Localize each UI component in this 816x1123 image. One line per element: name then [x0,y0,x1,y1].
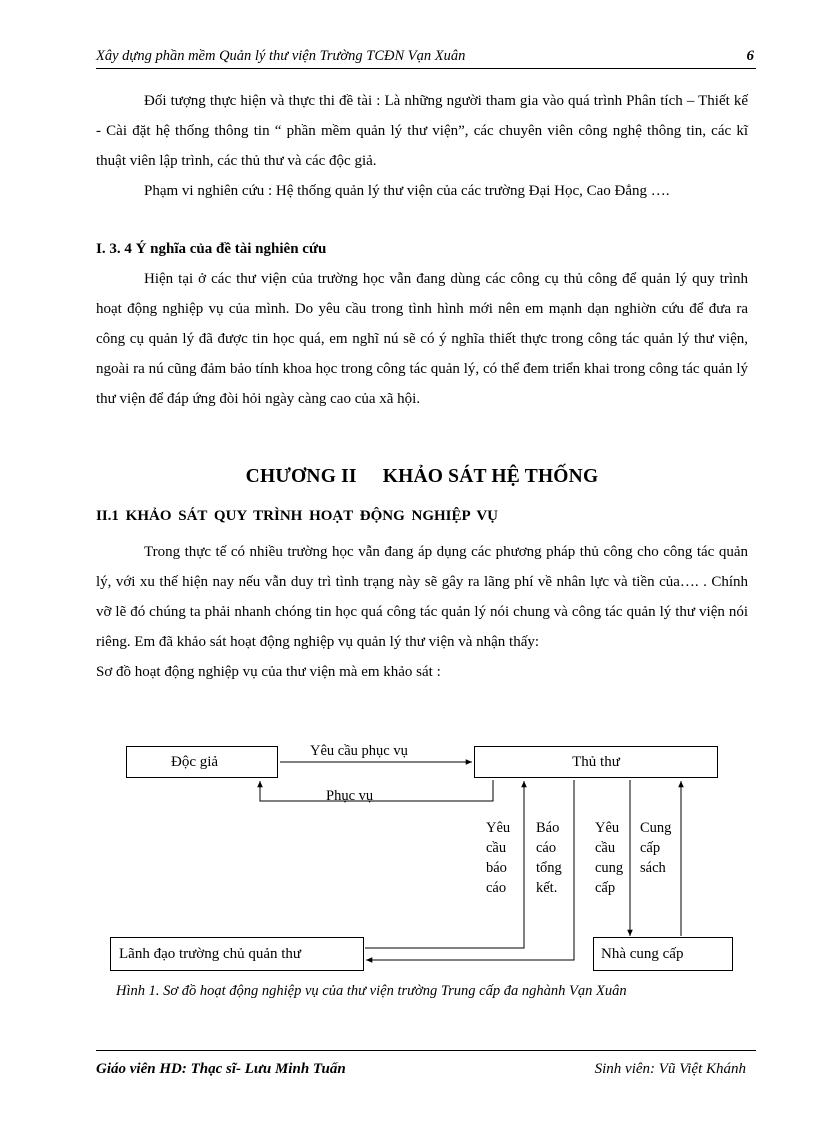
section-significance [96,234,748,414]
supplier-box [593,937,733,971]
page-number: 6 [746,48,754,64]
section-heading-survey: II.1 KHẢO SÁT QUY TRÌNH HOẠT ĐỘNG NGHIỆP VỤ [96,508,498,524]
survey-section [96,537,748,687]
section-heading-significance: I. 3. 4 Ý nghĩa của đề tài nghiên cứu [96,241,327,257]
intro-paragraph-2: Phạm vi nghiên cứu : Hệ thống quản lý thư viện của các trường Đại Học, Cao Đẳng …. [144,183,670,199]
reader-box [126,746,278,778]
librarian-label: Thủ thư [572,753,620,770]
librarian-box [474,746,718,778]
page-footer [96,1050,756,1077]
intro-section [96,86,748,206]
chapter-title [96,466,748,488]
footer-student: Sinh viên: Vũ Việt Khánh [594,1061,746,1077]
label-serve: Phục vụ [326,788,374,804]
chapter-name: KHẢO SÁT HỆ THỐNG [382,466,599,487]
arrow-serve [260,780,493,801]
intro-paragraph-1: Đối tượng thực hiện và thực thi đề tài : Là những người tham gia vào quá trình Phân tích – Thiết kế - Cài đặt hệ thống thông tin “ phần mềm quản lý thư viện”, các chuyên viên công nghệ thông tin, các kĩ thuật viên lập trình, các thủ thư và các độc giả. [96,93,748,169]
label-supply-books: Cung cấp sách [640,820,672,876]
chapter-number: CHƯƠNG II [245,466,357,487]
supplier-label: Nhà cung cấp [601,945,684,962]
label-summary-report: Báo cáo tổng kết. [536,820,562,896]
reader-label: Độc giả [171,753,219,770]
page-header [96,48,756,69]
diagram-intro: Sơ đồ hoạt động nghiệp vụ của thư viện mà em khảo sát : [96,664,441,680]
significance-paragraph: Hiện tại ở các thư viện của trường học vẫn đang dùng các công cụ thủ công để quản lý quy trình hoạt động nghiệp vụ của mình. Do yêu cầu trong tình hình mới nên em mạnh dạn nghiờn cứu để đưa ra công cụ quản lý đã được tin học quá, em nghĩ nú sẽ có ý nghĩa thiết thực trong công tác quản lý thư viện, ngoài ra nú cũng đảm bảo tính khoa học trong công tác quản lý, có thể đem triển khai trong công tác quản lý thư viện để đáp ứng đòi hỏi ngày càng cao của xã hội. [96,271,748,407]
figure-caption: Hình 1. Sơ đồ hoạt động nghiệp vụ của thư viện trường Trung cấp đa nghành Vạn Xuân [116,983,627,999]
label-request-supply: Yêu cầu cung cấp [595,820,624,896]
document-title: Xây dựng phần mềm Quản lý thư viện Trường TCĐN Vạn Xuân [96,48,466,64]
survey-paragraph: Trong thực tế có nhiều trường học vẫn đang áp dụng các phương pháp thủ công cho công tác quản lý, với xu thế hiện nay nếu vẫn duy trì tình trạng này sẽ gây ra lãng phí về nhân lực và tiền của…. . Chính vỡ lẽ đó chúng ta phải nhanh chóng tin học quá công tác quản lý nói chung và công tác quản lý thư viện nói riêng. Em đã khảo sát hoạt động nghiệp vụ quản lý thư viện và nhận thấy: [96,544,748,650]
management-label: Lãnh đạo trường chủ quản thư [119,945,302,962]
management-box [110,937,364,971]
label-request-service: Yêu cầu phục vụ [310,743,408,759]
label-request-report: Yêu cầu báo cáo [486,820,511,896]
footer-teacher: Giáo viên HD: Thạc sĩ- Lưu Minh Tuấn [96,1061,346,1077]
